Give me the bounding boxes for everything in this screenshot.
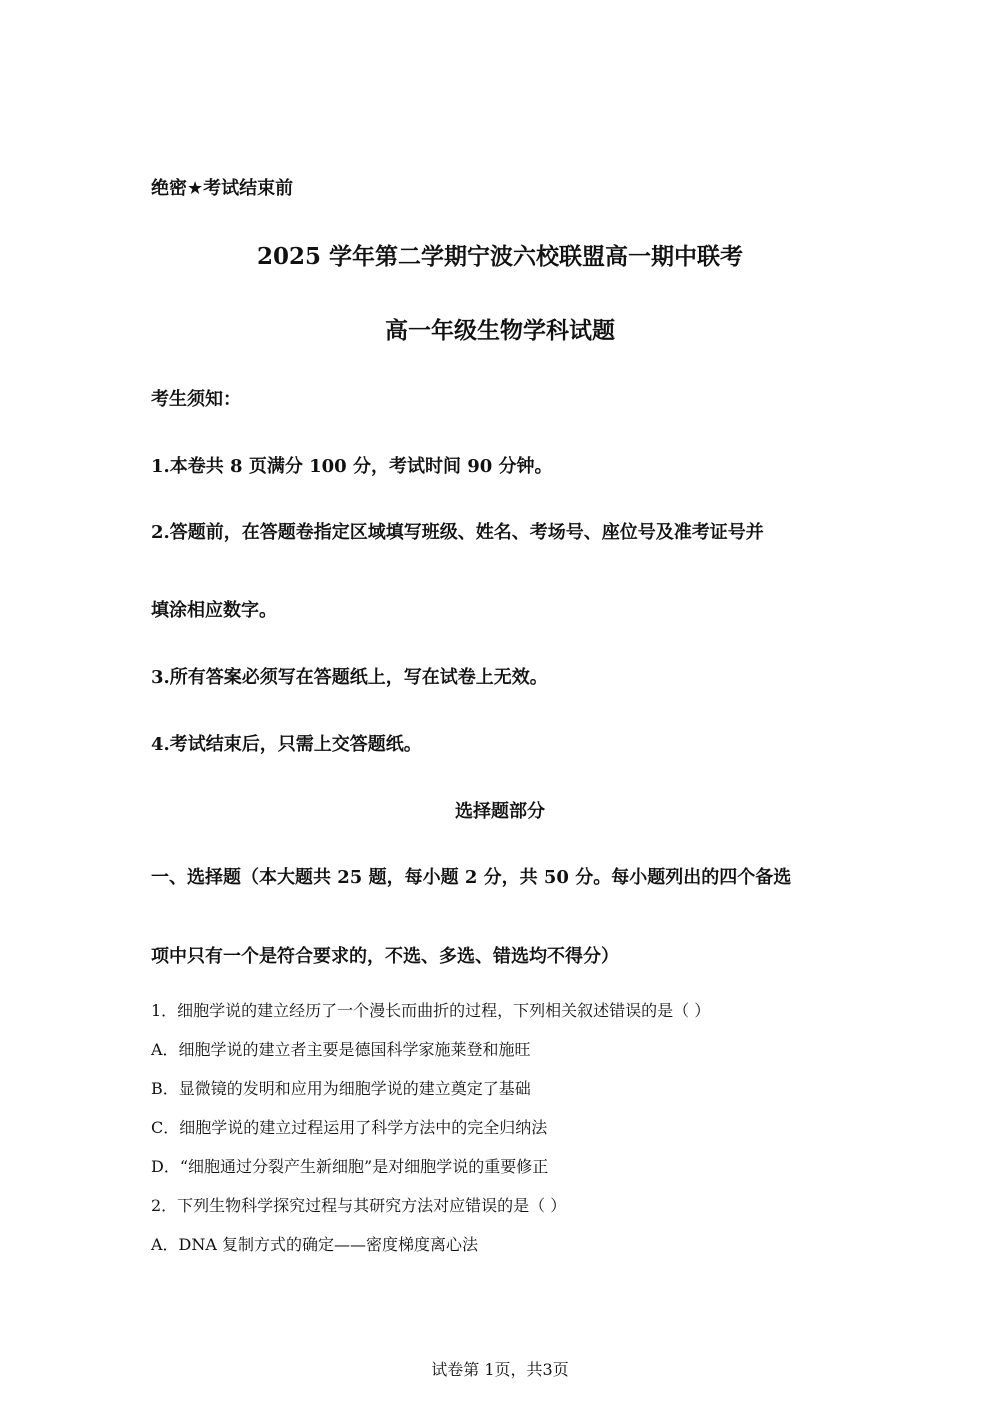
- question-option: C．细胞学说的建立过程运用了科学方法中的完全归纳法: [151, 1118, 548, 1137]
- section-title: 选择题部分: [455, 801, 545, 822]
- notice-item: 填涂相应数字。: [151, 600, 277, 621]
- page-footer: 试卷第 1页，共3页: [431, 1360, 569, 1379]
- notice-item: 2.答题前，在答题卷指定区域填写班级、姓名、考场号、座位号及准考证号并: [151, 522, 764, 543]
- notice-item: 1.本卷共 8 页满分 100 分，考试时间 90 分钟。: [151, 456, 553, 477]
- exam-title: 2025 学年第二学期宁波六校联盟高一期中联考: [256, 243, 744, 270]
- question-option: A．细胞学说的建立者主要是德国科学家施莱登和施旺: [151, 1040, 531, 1059]
- confidential-label: 绝密★考试结束前: [151, 178, 294, 199]
- question-option: B．显微镜的发明和应用为细胞学说的建立奠定了基础: [151, 1079, 531, 1098]
- section-instructions: 项中只有一个是符合要求的，不选、多选、错选均不得分）: [151, 946, 619, 967]
- subject-title: 高一年级生物学科试题: [385, 318, 615, 344]
- notice-item: 4.考试结束后，只需上交答题纸。: [151, 734, 422, 755]
- notice-item: 3.所有答案必须写在答题纸上，写在试卷上无效。: [151, 667, 548, 688]
- question-stem: 2．下列生物科学探究过程与其研究方法对应错误的是（ ）: [151, 1196, 567, 1215]
- section-instructions: 一、选择题（本大题共 25 题，每小题 2 分，共 50 分。每小题列出的四个备选: [151, 867, 792, 888]
- question-option: A．DNA 复制方式的确定——密度梯度离心法: [151, 1235, 479, 1254]
- notice-heading: 考生须知：: [151, 389, 241, 410]
- question-stem: 1．细胞学说的建立经历了一个漫长而曲折的过程，下列相关叙述错误的是（ ）: [151, 1001, 711, 1020]
- question-option: D．“细胞通过分裂产生新细胞”是对细胞学说的重要修正: [151, 1157, 549, 1176]
